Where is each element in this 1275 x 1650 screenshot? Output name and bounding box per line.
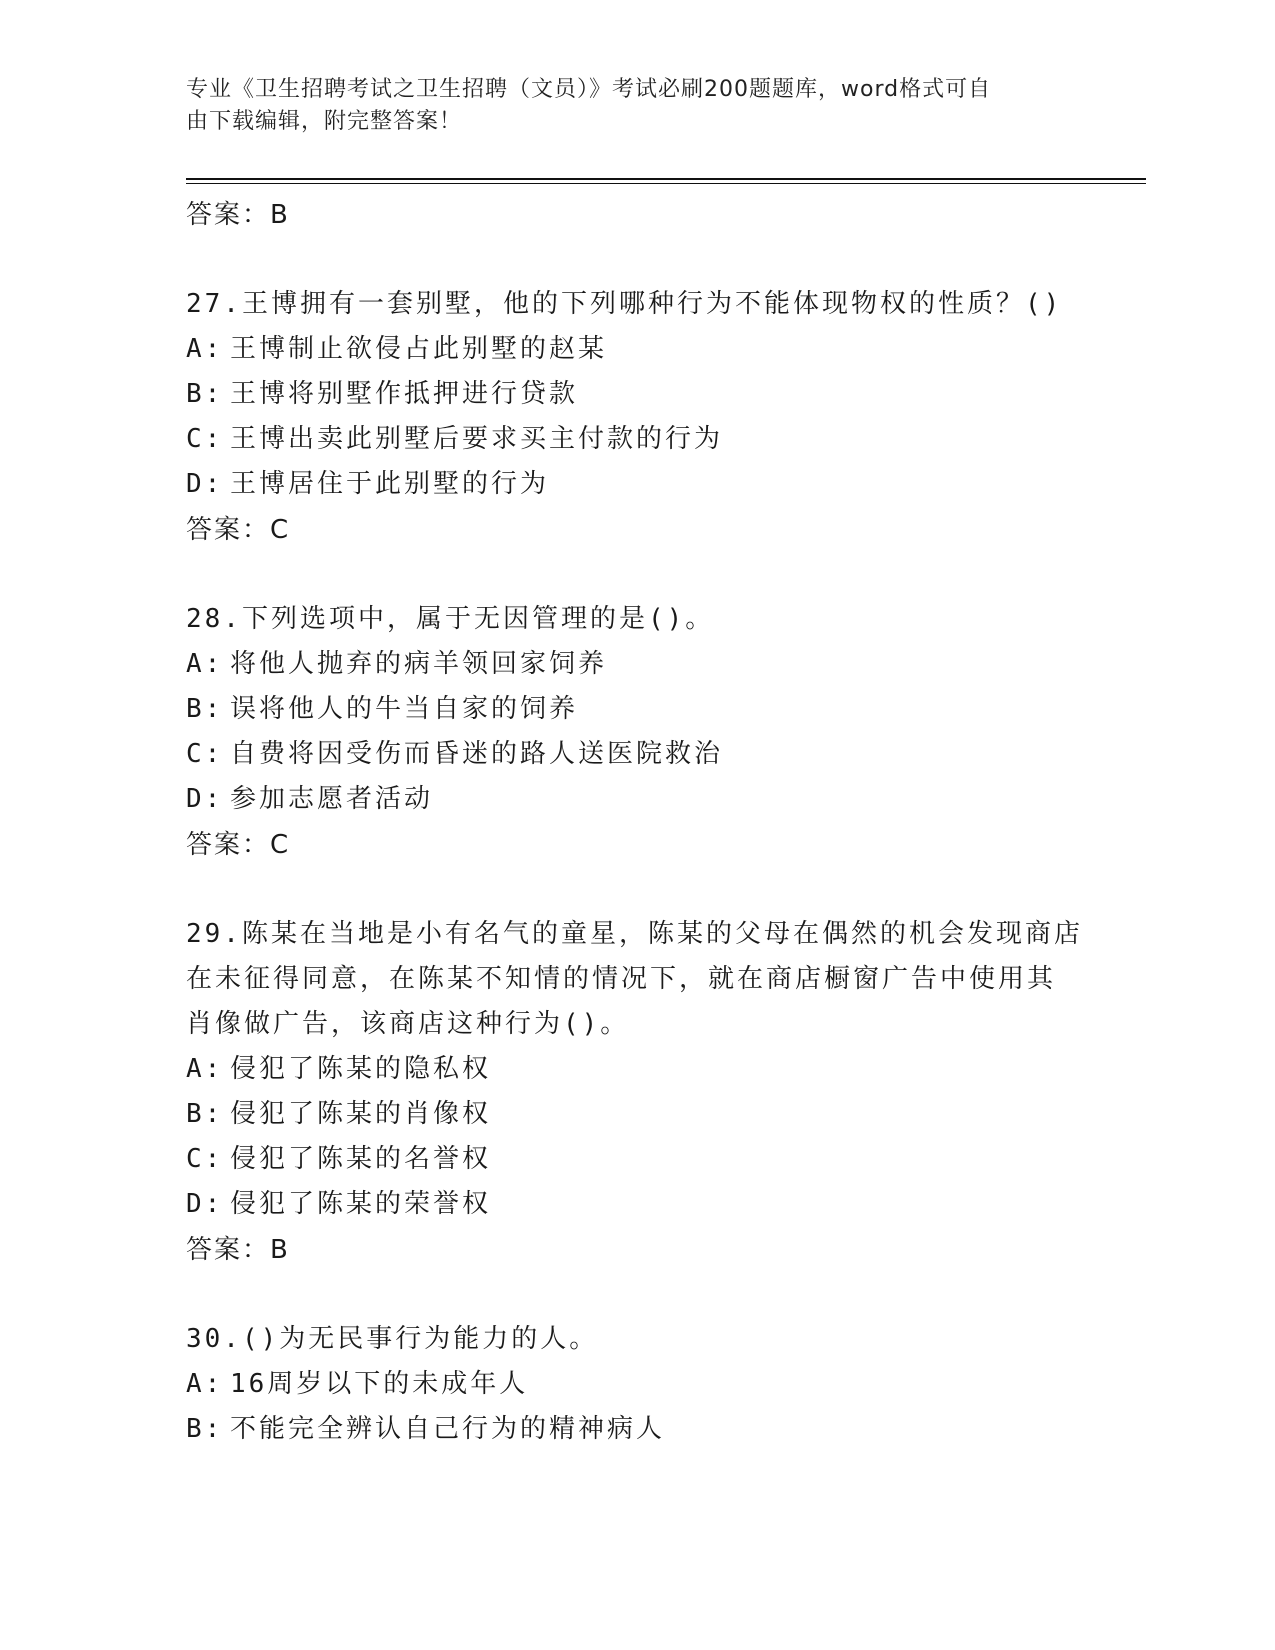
answer-line: 答案：C	[186, 830, 291, 860]
question-stem-line: 肖像做广告，该商店这种行为()。	[186, 1009, 630, 1039]
answer-line: 答案：B	[186, 200, 290, 230]
option-letter: B:	[186, 1414, 224, 1444]
option-letter: A:	[186, 334, 224, 364]
answer-line: 答案：C	[186, 515, 291, 545]
option-letter: A:	[186, 1054, 224, 1084]
option-letter: D:	[186, 1189, 224, 1219]
option-b	[186, 372, 1086, 417]
question-stem-line: 下列选项中，属于无因管理的是()。	[241, 604, 715, 634]
option-text: 侵犯了陈某的名誉权	[230, 1144, 492, 1174]
option-a	[186, 327, 1086, 372]
option-letter: A:	[186, 1369, 224, 1399]
question-stem-line: 王博拥有一套别墅，他的下列哪种行为不能体现物权的性质？()	[241, 289, 1063, 319]
question-number: 28.	[186, 604, 242, 634]
option-text: 16周岁以下的未成年人	[230, 1369, 529, 1399]
question-stem-line: 陈某在当地是小有名气的童星，陈某的父母在偶然的机会发现商店	[241, 919, 1083, 949]
header-rule-thin	[186, 183, 1146, 184]
question-block-28	[186, 597, 1086, 868]
option-letter: B:	[186, 694, 224, 724]
option-text: 误将他人的牛当自家的饲养	[230, 694, 579, 724]
option-text: 参加志愿者活动	[230, 784, 434, 814]
option-letter: D:	[186, 469, 224, 499]
option-b	[186, 687, 1086, 732]
option-text: 王博出卖此别墅后要求买主付款的行为	[230, 424, 724, 454]
question-number: 29.	[186, 919, 242, 949]
option-text: 自费将因受伤而昏迷的路人送医院救治	[230, 739, 724, 769]
question-text	[186, 282, 1086, 327]
option-d	[186, 462, 1086, 507]
option-c	[186, 732, 1086, 777]
question-block-30	[186, 1317, 1086, 1452]
option-letter: B:	[186, 379, 224, 409]
option-b	[186, 1092, 1086, 1137]
option-c	[186, 1137, 1086, 1182]
option-letter: D:	[186, 784, 224, 814]
option-letter: A:	[186, 649, 224, 679]
option-text: 王博居住于此别墅的行为	[230, 469, 550, 499]
option-text: 侵犯了陈某的荣誉权	[230, 1189, 492, 1219]
question-number: 30.	[186, 1324, 242, 1354]
question-block-27	[186, 282, 1086, 553]
option-text: 王博将别墅作抵押进行贷款	[230, 379, 579, 409]
option-text: 侵犯了陈某的隐私权	[230, 1054, 492, 1084]
option-letter: C:	[186, 739, 224, 769]
question-stem-line: 在未征得同意，在陈某不知情的情况下，就在商店橱窗广告中使用其	[186, 964, 1057, 994]
option-d	[186, 777, 1086, 822]
option-letter: C:	[186, 424, 224, 454]
header-line-1: 专业《卫生招聘考试之卫生招聘（文员）》考试必刷200题题库，word格式可自	[186, 77, 992, 102]
header-rule-thick	[186, 178, 1146, 180]
option-a	[186, 1047, 1086, 1092]
question-block-29	[186, 912, 1086, 1273]
option-c	[186, 417, 1086, 462]
option-text: 侵犯了陈某的肖像权	[230, 1099, 492, 1129]
option-b	[186, 1407, 1086, 1452]
question-text	[186, 912, 1086, 957]
option-letter: B:	[186, 1099, 224, 1129]
answer-line: 答案：B	[186, 1235, 290, 1265]
document-body	[186, 192, 1086, 1452]
option-d	[186, 1182, 1086, 1227]
question-number: 27.	[186, 289, 242, 319]
header-line-2: 由下载编辑，附完整答案！	[186, 109, 463, 134]
question-text	[186, 597, 1086, 642]
option-a	[186, 642, 1086, 687]
option-letter: C:	[186, 1144, 224, 1174]
option-a	[186, 1362, 1086, 1407]
question-stem-line: ()为无民事行为能力的人。	[241, 1324, 599, 1354]
option-text: 王博制止欲侵占此别墅的赵某	[230, 334, 608, 364]
document-header	[186, 74, 1086, 138]
option-text: 将他人抛弃的病羊领回家饲养	[230, 649, 608, 679]
question-text	[186, 1317, 1086, 1362]
option-text: 不能完全辨认自己行为的精神病人	[230, 1414, 666, 1444]
